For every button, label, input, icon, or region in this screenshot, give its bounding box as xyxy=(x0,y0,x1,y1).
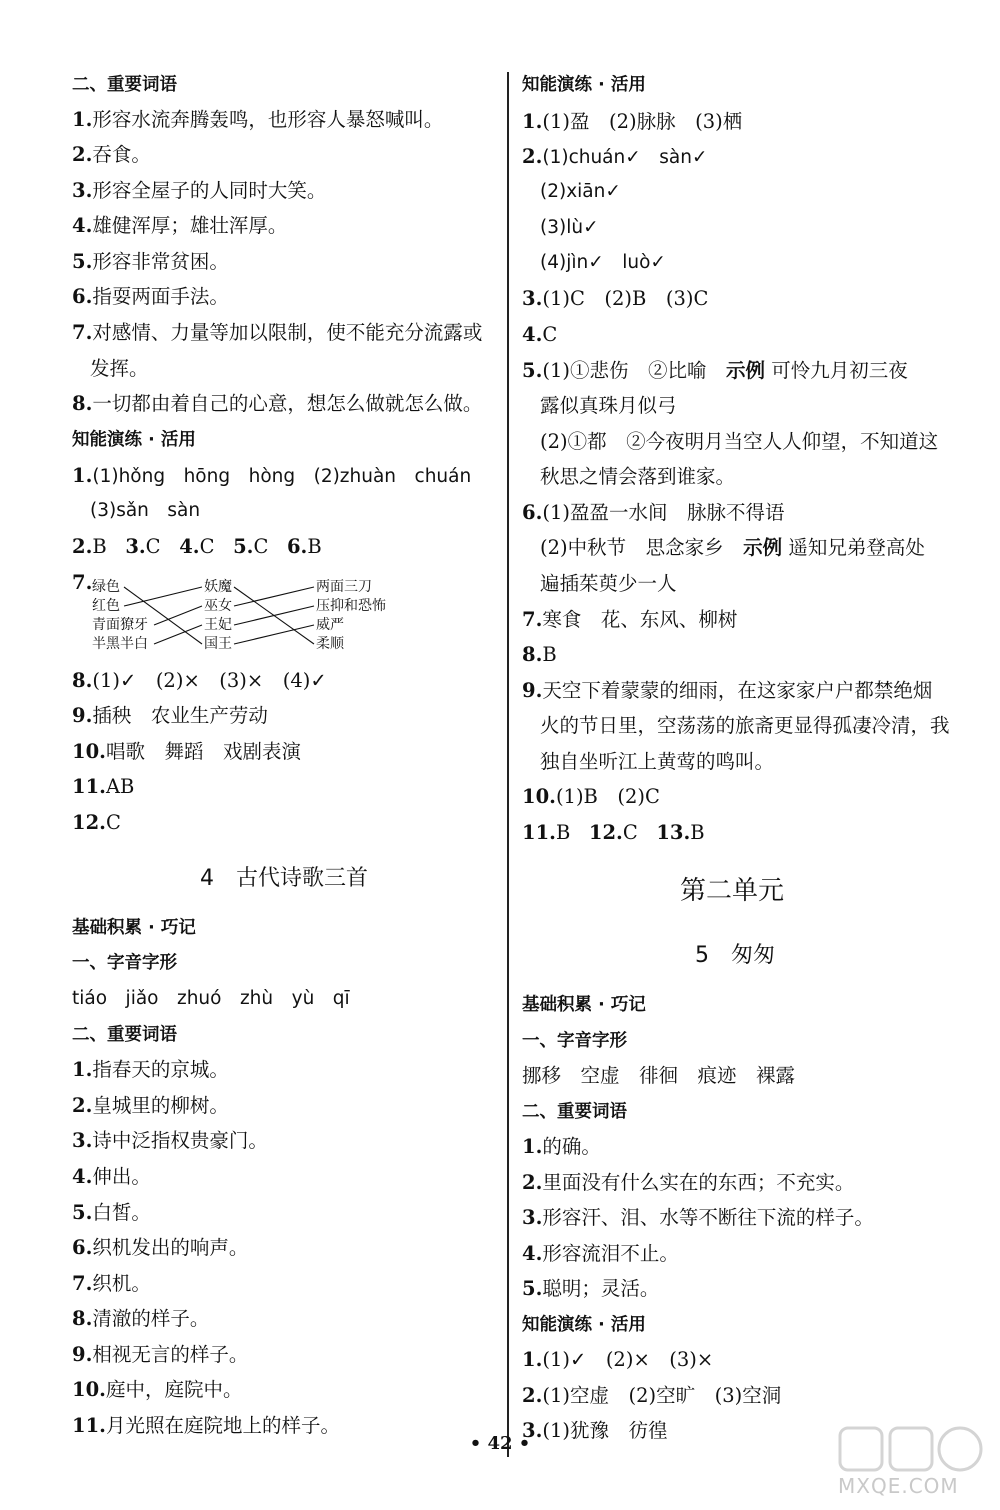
list-item: 1.形容水流奔腾轰鸣，也形容人暴怒喊叫。 xyxy=(72,108,444,131)
answer-7-number: 7. xyxy=(72,571,93,594)
character-answers: 挪移 空虚 徘徊 痕迹 裸露 xyxy=(522,1064,796,1087)
section-heading-words: 二、重要词语 xyxy=(72,1025,177,1045)
answer-8: 8.B xyxy=(522,643,557,666)
section-heading-pronunciation: 一、字音字形 xyxy=(522,1031,627,1051)
matching-diagram xyxy=(72,580,432,656)
list-item: 3.诗中泛指权贵豪门。 xyxy=(72,1129,268,1152)
list-item: 8.清澈的样子。 xyxy=(72,1307,210,1330)
answer-2: 2.(1)chuán✓ sàn✓ xyxy=(522,145,708,168)
list-item: 8.一切都由着自己的心意，想怎么做就怎么做。 xyxy=(72,392,483,415)
match-right-item: 两面三刀 xyxy=(316,579,372,595)
section-heading-basic: 基础积累 · 巧记 xyxy=(522,995,646,1015)
list-item: 1.指春天的京城。 xyxy=(72,1058,229,1081)
list-item: 4.伸出。 xyxy=(72,1165,151,1188)
list-item: 3.形容全屋子的人同时大笑。 xyxy=(72,179,327,202)
list-item: 11.月光照在庭院地上的样子。 xyxy=(72,1414,340,1437)
match-left-item: 半黑半白 xyxy=(92,636,148,652)
answer-1: 1.(1)hǒng hōng hòng (2)zhuàn chuán xyxy=(72,464,472,487)
list-item: 5.形容非常贫困。 xyxy=(72,250,229,273)
list-item: 7.织机。 xyxy=(72,1272,151,1295)
answer-1-continued: (3)sǎn sàn xyxy=(90,500,201,521)
match-right-item: 压抑和恐怖 xyxy=(316,598,386,614)
answer-7: 7.寒食 花、东风、柳树 xyxy=(522,608,738,631)
match-middle-item: 国王 xyxy=(204,636,232,652)
answer-6-continued: (2)中秋节 思念家乡 示例 遥知兄弟登高处 xyxy=(540,536,925,559)
answer-2-continued: (2)xiān✓ xyxy=(540,181,621,202)
lesson-title: 4 古代诗歌三首 xyxy=(200,866,368,891)
list-item: 9.相视无言的样子。 xyxy=(72,1343,249,1366)
match-line xyxy=(154,625,202,644)
answer-5-continued: 秋思之情会落到谁家。 xyxy=(540,465,736,488)
answer-5-continued: (2)①都 ②今夜明月当空人人仰望，不知道这 xyxy=(540,430,939,453)
answer-12: 12.C xyxy=(72,811,121,834)
answer-5: 5.(1)①悲伤 ②比喻 示例 可怜九月初三夜 xyxy=(522,359,908,382)
match-right-item: 威严 xyxy=(316,617,344,633)
section-heading-words: 二、重要词语 xyxy=(522,1102,627,1122)
list-item: 7.对感情、力量等加以限制，使不能充分流露或 xyxy=(72,321,483,344)
list-item: 6.织机发出的响声。 xyxy=(72,1236,249,1259)
list-item: 4.形容流泪不止。 xyxy=(522,1242,679,1265)
match-right-item: 柔顺 xyxy=(316,636,344,652)
list-item: 5.白皙。 xyxy=(72,1201,151,1224)
list-item: 10.庭中，庭院中。 xyxy=(72,1378,243,1401)
list-item: 3.形容汗、泪、水等不断往下流的样子。 xyxy=(522,1206,874,1229)
match-line xyxy=(234,587,314,606)
match-left-item: 红色 xyxy=(92,598,120,614)
list-item: 6.指耍两面手法。 xyxy=(72,285,229,308)
list-item: 2.里面没有什么实在的东西；不充实。 xyxy=(522,1171,855,1194)
unit-title: 第二单元 xyxy=(680,876,785,906)
list-item: 2.皇城里的柳树。 xyxy=(72,1094,229,1117)
pinyin-answers: tiáo jiǎo zhuó zhù yù qī xyxy=(72,988,350,1009)
answer-11: 11.AB xyxy=(72,775,135,798)
list-item: 5.聪明；灵活。 xyxy=(522,1277,660,1300)
match-line xyxy=(124,587,202,606)
answer-3: 3.(1)犹豫 彷徨 xyxy=(522,1419,668,1442)
match-line xyxy=(234,606,314,625)
list-item-continued: 发挥。 xyxy=(90,357,149,380)
match-lines xyxy=(72,580,432,656)
answers-2-6: 2.B 3.C 4.C 5.C 6.B xyxy=(72,535,322,558)
watermark-text: MXQE.COM xyxy=(838,1474,959,1498)
section-heading-practice: 知能演练 · 活用 xyxy=(72,430,196,450)
match-line xyxy=(154,606,202,625)
answer-6: 6.(1)盈盈一水间 脉脉不得语 xyxy=(522,501,785,524)
answer-5-continued: 露似真珠月似弓 xyxy=(540,394,677,417)
section-heading-practice: 知能演练 · 活用 xyxy=(522,1315,646,1335)
answer-10: 10.唱歌 舞蹈 戏剧表演 xyxy=(72,740,301,763)
answers-11-13: 11.B 12.C 13.B xyxy=(522,821,705,844)
answer-2-continued: (4)jìn✓ luò✓ xyxy=(540,252,666,273)
match-line xyxy=(234,625,314,644)
match-middle-item: 巫女 xyxy=(204,598,232,614)
section-heading-words: 二、重要词语 xyxy=(72,75,177,95)
list-item: 2.吞食。 xyxy=(72,143,151,166)
answer-10: 10.(1)B (2)C xyxy=(522,785,660,808)
match-left-item: 绿色 xyxy=(92,579,120,595)
list-item: 1.的确。 xyxy=(522,1135,601,1158)
section-heading-practice: 知能演练 · 活用 xyxy=(522,75,646,95)
lesson-title: 5 匆匆 xyxy=(695,943,775,968)
match-middle-item: 王妃 xyxy=(204,617,232,633)
answer-9-continued: 火的节日里，空荡荡的旅斋更显得孤凄冷清，我 xyxy=(540,714,950,737)
answer-1: 1.(1)✓ (2)× (3)× xyxy=(522,1348,714,1371)
answer-2: 2.(1)空虚 (2)空旷 (3)空洞 xyxy=(522,1384,782,1407)
answer-4: 4.C xyxy=(522,323,558,346)
answer-9: 9.天空下着蒙蒙的细雨，在这家家户户都禁绝烟 xyxy=(522,679,933,702)
answer-6-continued: 遍插茱萸少一人 xyxy=(540,572,677,595)
section-heading-basic: 基础积累 · 巧记 xyxy=(72,918,196,938)
answer-8: 8.(1)✓ (2)× (3)× (4)✓ xyxy=(72,669,327,692)
answer-2-continued: (3)lù✓ xyxy=(540,217,599,238)
section-heading-pronunciation: 一、字音字形 xyxy=(72,953,177,973)
answer-3: 3.(1)C (2)B (3)C xyxy=(522,287,709,310)
page-number: • 42 • xyxy=(469,1433,531,1454)
answer-1: 1.(1)盈 (2)脉脉 (3)栖 xyxy=(522,110,743,133)
column-divider xyxy=(507,72,509,1457)
match-middle-item: 妖魔 xyxy=(204,579,232,595)
match-line xyxy=(124,587,202,644)
answer-9: 9.插秧 农业生产劳动 xyxy=(72,704,268,727)
match-left-item: 青面獠牙 xyxy=(92,617,148,633)
list-item: 4.雄健浑厚；雄壮浑厚。 xyxy=(72,214,288,237)
answer-9-continued: 独自坐听江上黄莺的鸣叫。 xyxy=(540,750,775,773)
